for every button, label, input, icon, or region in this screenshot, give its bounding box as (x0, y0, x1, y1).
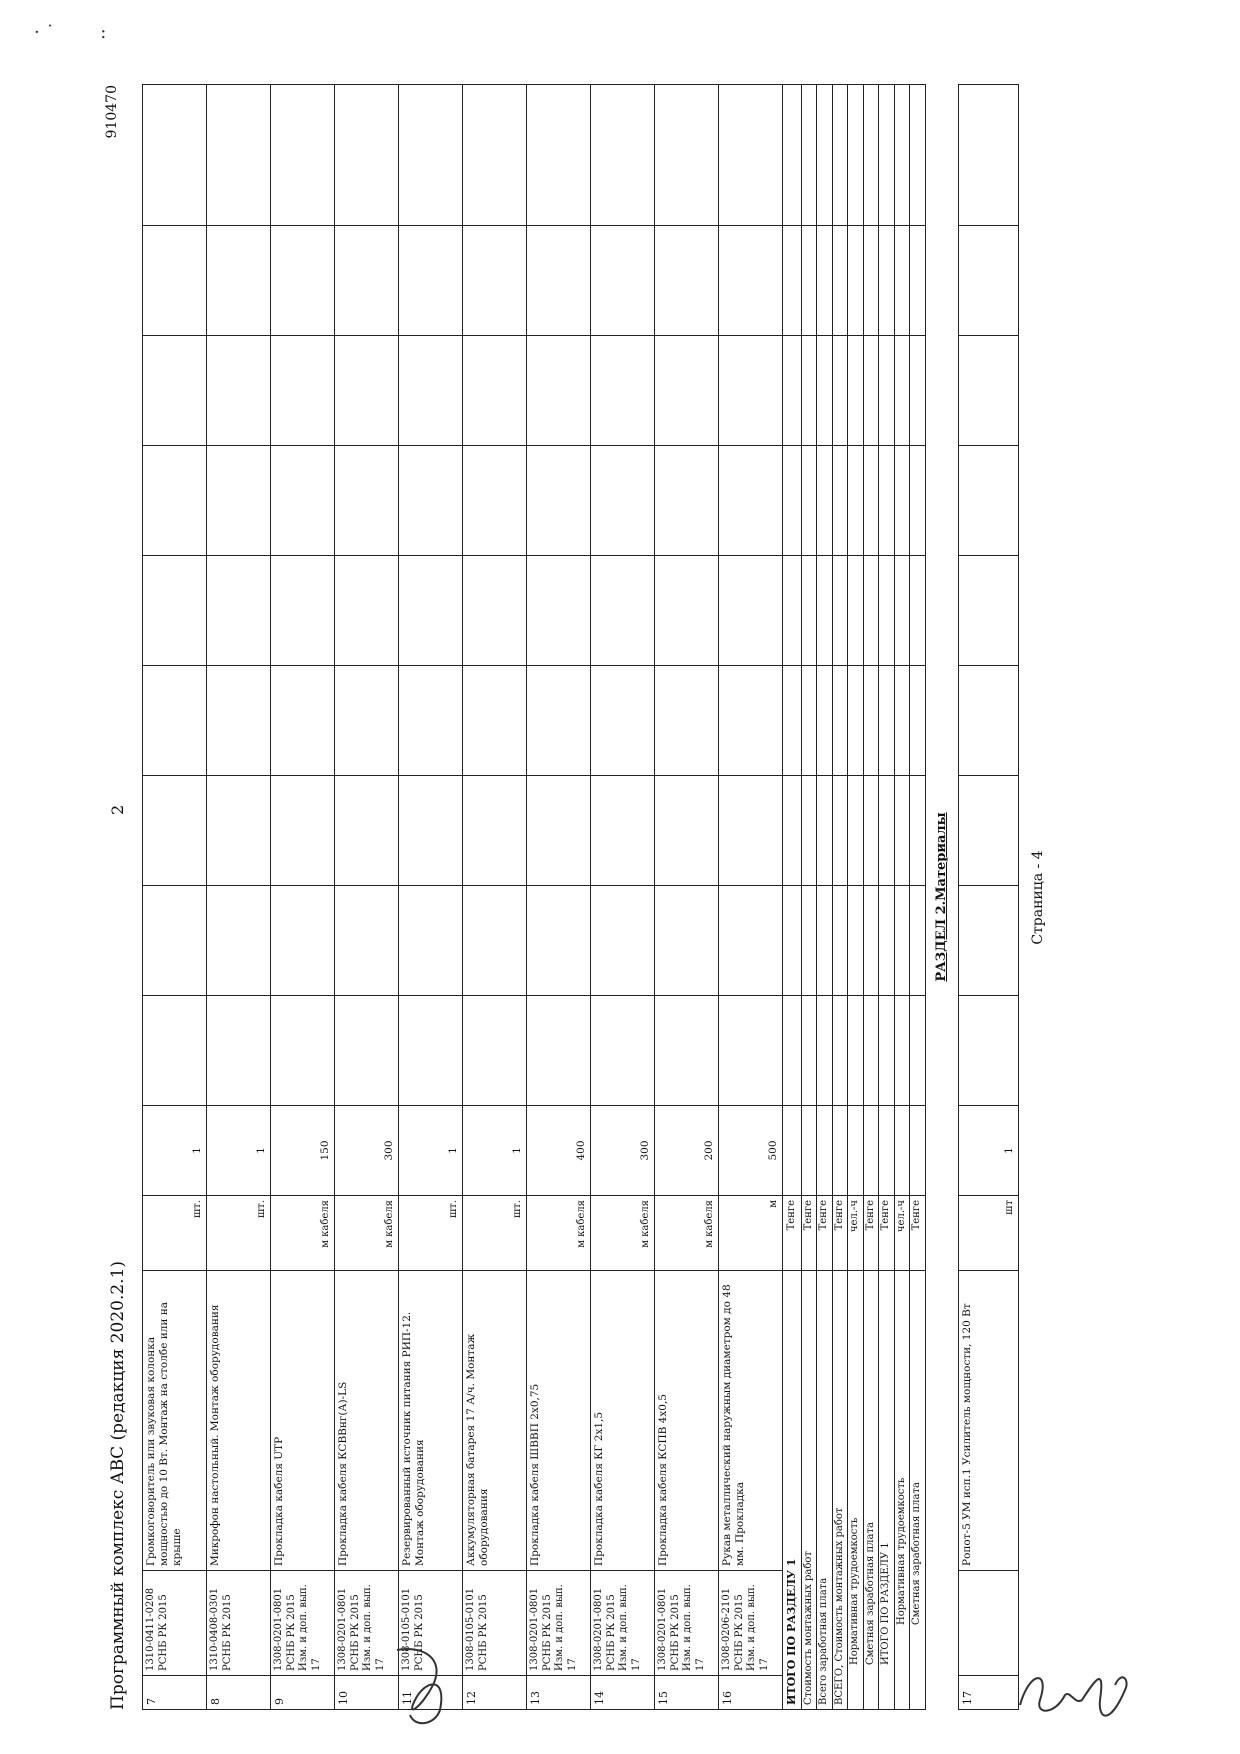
empty-cell (335, 886, 399, 996)
empty-cell (783, 886, 802, 996)
empty-cell (143, 996, 207, 1106)
unit: м (719, 1196, 783, 1271)
empty-cell (894, 996, 910, 1106)
rate-code: 1308-0105-0101 РСНБ РК 2015 (399, 1571, 463, 1676)
quantity: 150 (271, 1106, 335, 1196)
quantity: 1 (959, 1106, 1019, 1196)
work-name: Микрофон настольный. Монтаж оборудования (207, 1271, 271, 1571)
empty-cell (848, 85, 864, 226)
total-label: Сметная заработная плата (910, 1271, 926, 1710)
empty-cell (848, 886, 864, 996)
empty-cell (335, 446, 399, 556)
empty-cell (959, 85, 1019, 226)
empty-cell (463, 666, 527, 776)
empty-cell (910, 1106, 926, 1196)
empty-cell (591, 666, 655, 776)
unit: м кабеля (591, 1196, 655, 1271)
quantity: 1 (463, 1106, 527, 1196)
table-row (143, 85, 207, 1710)
empty-cell (832, 1106, 848, 1196)
empty-cell (910, 446, 926, 556)
empty-cell (817, 886, 833, 996)
empty-cell (655, 85, 719, 226)
empty-cell (463, 85, 527, 226)
empty-cell (848, 226, 864, 336)
empty-cell (399, 886, 463, 996)
total-unit: Тенге (832, 1196, 848, 1271)
empty-cell (848, 336, 864, 446)
empty-cell (863, 336, 879, 446)
quantity: 500 (719, 1106, 783, 1196)
empty-cell (801, 336, 817, 446)
empty-cell (817, 666, 833, 776)
empty-cell (207, 886, 271, 996)
empty-cell (207, 446, 271, 556)
empty-cell (801, 886, 817, 996)
work-name: Аккумуляторная батарея 17 А/ч. Монтаж оборудования (463, 1271, 527, 1571)
section-2-header (925, 85, 958, 1710)
empty-cell (271, 666, 335, 776)
quantity: 1 (207, 1106, 271, 1196)
total-line (801, 85, 817, 1710)
empty-cell (207, 336, 271, 446)
empty-cell (463, 226, 527, 336)
empty-cell (143, 886, 207, 996)
quantity: 300 (335, 1106, 399, 1196)
work-name: Прокладка кабеля ШВВП 2х0,75 (527, 1271, 591, 1571)
empty-cell (335, 776, 399, 886)
empty-cell (879, 666, 895, 776)
empty-cell (399, 666, 463, 776)
empty-cell (655, 776, 719, 886)
empty-cell (848, 1106, 864, 1196)
unit: м кабеля (335, 1196, 399, 1271)
empty-cell (271, 446, 335, 556)
column-marker: 2 (108, 804, 127, 815)
empty-cell (783, 446, 802, 556)
empty-cell (655, 666, 719, 776)
empty-cell (910, 85, 926, 226)
unit: шт. (399, 1196, 463, 1271)
empty-cell (271, 226, 335, 336)
empty-cell (527, 226, 591, 336)
empty-cell (271, 556, 335, 666)
empty-cell (271, 776, 335, 886)
empty-cell (655, 446, 719, 556)
empty-cell (879, 336, 895, 446)
empty-cell (894, 886, 910, 996)
total-label: Нормативная трудоемкость (894, 1271, 910, 1710)
rate-code: 1308-0201-0801 РСНБ РК 2015 Изм. и доп. вып. 17 (335, 1571, 399, 1676)
work-name: Прокладка кабеля КСВВнг(А)-LS (335, 1271, 399, 1571)
empty-cell (335, 996, 399, 1106)
work-name: Резервированный источник питания РИП-12. Монтаж оборудования (399, 1271, 463, 1571)
row-number: 11 (399, 1676, 463, 1710)
empty-cell (959, 556, 1019, 666)
empty-cell (783, 556, 802, 666)
rate-code: 1308-0206-2101 РСНБ РК 2015 Изм. и доп. вып. 17 (719, 1571, 783, 1676)
empty-cell (801, 556, 817, 666)
empty-cell (894, 85, 910, 226)
total-unit: Тенге (879, 1196, 895, 1271)
empty-cell (910, 776, 926, 886)
empty-cell (863, 556, 879, 666)
table-row (207, 85, 271, 1710)
empty-cell (719, 446, 783, 556)
row-number: 17 (959, 1676, 1019, 1710)
empty-cell (817, 776, 833, 886)
empty-cell (894, 666, 910, 776)
empty-cell (719, 886, 783, 996)
empty-cell (783, 226, 802, 336)
empty-cell (817, 336, 833, 446)
empty-cell (959, 446, 1019, 556)
empty-cell (527, 556, 591, 666)
table-row (959, 85, 1019, 1710)
empty-cell (959, 336, 1019, 446)
total-label: ИТОГО ПО РАЗДЕЛУ 1 (879, 1271, 895, 1710)
unit: м кабеля (527, 1196, 591, 1271)
total-line (832, 85, 848, 1710)
row-number: 12 (463, 1676, 527, 1710)
row-number: 14 (591, 1676, 655, 1710)
signature-right (1010, 1660, 1140, 1730)
row-number: 13 (527, 1676, 591, 1710)
empty-cell (783, 1106, 802, 1196)
empty-cell (817, 226, 833, 336)
total-line (817, 85, 833, 1710)
unit: шт. (207, 1196, 271, 1271)
empty-cell (910, 556, 926, 666)
empty-cell (863, 996, 879, 1106)
empty-cell (832, 85, 848, 226)
total-unit: Тенге (910, 1196, 926, 1271)
work-name: Прокладка кабеля UTP (271, 1271, 335, 1571)
empty-cell (655, 556, 719, 666)
empty-cell (591, 886, 655, 996)
section-total-row (783, 85, 802, 1710)
total-label: Нормативная трудоемкость (848, 1271, 864, 1710)
row-number: 7 (143, 1676, 207, 1710)
empty-cell (655, 336, 719, 446)
empty-cell (848, 446, 864, 556)
table-row (463, 85, 527, 1710)
empty-cell (879, 996, 895, 1106)
empty-cell (143, 85, 207, 226)
section-2-title: РАЗДЕЛ 2.Материалы (933, 812, 949, 982)
empty-cell (527, 776, 591, 886)
empty-cell (832, 336, 848, 446)
empty-cell (207, 556, 271, 666)
quantity: 1 (143, 1106, 207, 1196)
empty-cell (910, 996, 926, 1106)
section-total-title: ИТОГО ПО РАЗДЕЛУ 1 (783, 1271, 802, 1710)
empty-cell (719, 336, 783, 446)
empty-cell (463, 776, 527, 886)
empty-cell (463, 446, 527, 556)
table-row (399, 85, 463, 1710)
empty-cell (832, 886, 848, 996)
rate-code: 1308-0201-0801 РСНБ РК 2015 Изм. и доп. вып. 17 (591, 1571, 655, 1676)
empty-cell (879, 776, 895, 886)
empty-cell (801, 996, 817, 1106)
empty-cell (143, 336, 207, 446)
quantity: 300 (591, 1106, 655, 1196)
empty-cell (817, 85, 833, 226)
empty-cell (894, 556, 910, 666)
rate-code: 1308-0201-0801 РСНБ РК 2015 Изм. и доп. вып. 17 (271, 1571, 335, 1676)
empty-cell (207, 226, 271, 336)
empty-cell (527, 336, 591, 446)
empty-cell (655, 226, 719, 336)
empty-cell (910, 226, 926, 336)
empty-cell (863, 226, 879, 336)
empty-cell (817, 446, 833, 556)
empty-cell (894, 1106, 910, 1196)
empty-cell (894, 226, 910, 336)
empty-cell (801, 226, 817, 336)
table-row (335, 85, 399, 1710)
rate-code: 1308-0105-0101 РСНБ РК 2015 (463, 1571, 527, 1676)
empty-cell (817, 556, 833, 666)
empty-cell (591, 336, 655, 446)
document-number: 910470 (104, 85, 120, 139)
empty-cell (207, 996, 271, 1106)
total-line (879, 85, 895, 1710)
work-name: Ропот-5 УМ исп.1 Усилитель мощности, 120 Вт (959, 1271, 1019, 1571)
total-label: ВСЕГО, Стоимость монтажных работ (832, 1271, 848, 1710)
empty-cell (832, 556, 848, 666)
empty-cell (399, 85, 463, 226)
table-row (719, 85, 783, 1710)
empty-cell (894, 336, 910, 446)
empty-cell (335, 666, 399, 776)
empty-cell (719, 996, 783, 1106)
empty-cell (817, 1106, 833, 1196)
empty-cell (801, 85, 817, 226)
empty-cell (719, 776, 783, 886)
empty-cell (879, 556, 895, 666)
empty-cell (207, 666, 271, 776)
empty-cell (879, 886, 895, 996)
empty-cell (271, 336, 335, 446)
empty-cell (910, 666, 926, 776)
empty-cell (335, 226, 399, 336)
empty-cell (143, 666, 207, 776)
empty-cell (143, 226, 207, 336)
empty-cell (335, 336, 399, 446)
total-line (848, 85, 864, 1710)
row-number: 10 (335, 1676, 399, 1710)
unit: шт. (463, 1196, 527, 1271)
empty-cell (143, 556, 207, 666)
empty-cell (801, 446, 817, 556)
empty-cell (719, 85, 783, 226)
empty-cell (399, 556, 463, 666)
row-number: 15 (655, 1676, 719, 1710)
rate-code: 1310-0408-0301 РСНБ РК 2015 (207, 1571, 271, 1676)
work-name: Прокладка кабеля КСПВ 4х0,5 (655, 1271, 719, 1571)
table-row (271, 85, 335, 1710)
empty-cell (863, 85, 879, 226)
empty-cell (591, 226, 655, 336)
empty-cell (848, 776, 864, 886)
program-title: Программный комплекс АВС (редакция 2020.2.1) (108, 1260, 128, 1710)
empty-cell (591, 996, 655, 1106)
total-unit: Тенге (863, 1196, 879, 1271)
empty-cell (271, 886, 335, 996)
quantity: 1 (399, 1106, 463, 1196)
table-row (527, 85, 591, 1710)
empty-cell (894, 776, 910, 886)
empty-cell (863, 886, 879, 996)
row-number: 16 (719, 1676, 783, 1710)
empty-cell (959, 776, 1019, 886)
empty-cell (271, 85, 335, 226)
empty-cell (832, 666, 848, 776)
total-unit: чел.-ч (848, 1196, 864, 1271)
empty-cell (335, 85, 399, 226)
quantity: 200 (655, 1106, 719, 1196)
empty-cell (399, 336, 463, 446)
empty-cell (207, 85, 271, 226)
unit: м кабеля (271, 1196, 335, 1271)
row-number: 8 (207, 1676, 271, 1710)
empty-cell (801, 1106, 817, 1196)
total-unit: Тенге (817, 1196, 833, 1271)
scan-specks: · ˙ : (34, 22, 107, 43)
unit: шт (959, 1196, 1019, 1271)
empty-cell (527, 666, 591, 776)
signature-left (385, 1640, 465, 1730)
unit: шт. (143, 1196, 207, 1271)
quantity: 400 (527, 1106, 591, 1196)
empty-cell (801, 666, 817, 776)
empty-cell (591, 556, 655, 666)
empty-cell (591, 446, 655, 556)
empty-cell (271, 996, 335, 1106)
empty-cell (879, 226, 895, 336)
empty-cell (207, 776, 271, 886)
empty-cell (848, 666, 864, 776)
empty-cell (399, 226, 463, 336)
empty-cell (783, 996, 802, 1106)
table-row (591, 85, 655, 1710)
empty-cell (783, 666, 802, 776)
empty-cell (527, 446, 591, 556)
work-name: Громкоговоритель или звуковая колонка мощностью до 10 Вт. Монтаж на столбе или на крыше (143, 1271, 207, 1571)
empty-cell (863, 666, 879, 776)
empty-cell (655, 886, 719, 996)
page-header (100, 85, 140, 1710)
empty-cell (527, 85, 591, 226)
empty-cell (719, 226, 783, 336)
empty-cell (463, 996, 527, 1106)
empty-cell (399, 996, 463, 1106)
total-label: Всего заработная плата (817, 1271, 833, 1710)
unit: м кабеля (655, 1196, 719, 1271)
total-line (863, 85, 879, 1710)
empty-cell (879, 1106, 895, 1196)
section-total-unit: Тенге (783, 1196, 802, 1271)
empty-cell (959, 886, 1019, 996)
empty-cell (959, 226, 1019, 336)
work-name: Прокладка кабеля КГ 2х1,5 (591, 1271, 655, 1571)
empty-cell (910, 336, 926, 446)
empty-cell (817, 996, 833, 1106)
empty-cell (863, 446, 879, 556)
total-label: Стоимость монтажных работ (801, 1271, 817, 1710)
empty-cell (527, 886, 591, 996)
total-unit: чел.-ч (894, 1196, 910, 1271)
row-number: 9 (271, 1676, 335, 1710)
empty-cell (783, 85, 802, 226)
rate-code: 1310-0411-0208 РСНБ РК 2015 (143, 1571, 207, 1676)
empty-cell (959, 666, 1019, 776)
empty-cell (591, 776, 655, 886)
table-row (655, 85, 719, 1710)
empty-cell (910, 886, 926, 996)
empty-cell (143, 446, 207, 556)
empty-cell (832, 446, 848, 556)
total-unit: Тенге (801, 1196, 817, 1271)
empty-cell (894, 446, 910, 556)
empty-cell (801, 776, 817, 886)
empty-cell (783, 776, 802, 886)
total-line (894, 85, 910, 1710)
empty-cell (655, 996, 719, 1106)
empty-cell (143, 776, 207, 886)
rotated-page (100, 85, 1100, 1710)
page-number: Страница - 4 (1030, 850, 1046, 945)
empty-cell (832, 996, 848, 1106)
empty-cell (879, 446, 895, 556)
empty-cell (832, 776, 848, 886)
empty-cell (335, 556, 399, 666)
empty-cell (783, 336, 802, 446)
empty-cell (399, 446, 463, 556)
empty-cell (959, 996, 1019, 1106)
empty-cell (863, 1106, 879, 1196)
total-label: Сметная заработная плата (863, 1271, 879, 1710)
empty-cell (527, 996, 591, 1106)
total-line (910, 85, 926, 1710)
empty-cell (719, 666, 783, 776)
empty-cell (848, 556, 864, 666)
empty-cell (591, 85, 655, 226)
empty-cell (463, 556, 527, 666)
empty-cell (879, 85, 895, 226)
estimate-table (142, 84, 1019, 1710)
empty-cell (463, 336, 527, 446)
rate-code: 1308-0201-0801 РСНБ РК 2015 Изм. и доп. вып. 17 (527, 1571, 591, 1676)
empty-cell (463, 886, 527, 996)
empty-cell (719, 556, 783, 666)
empty-cell (399, 776, 463, 886)
rate-code: 1308-0201-0801 РСНБ РК 2015 Изм. и доп. вып. 17 (655, 1571, 719, 1676)
empty-cell (848, 996, 864, 1106)
work-name: Рукав металлический наружным диаметром до 48 мм. Прокладка (719, 1271, 783, 1571)
empty-cell (832, 226, 848, 336)
empty-cell (863, 776, 879, 886)
